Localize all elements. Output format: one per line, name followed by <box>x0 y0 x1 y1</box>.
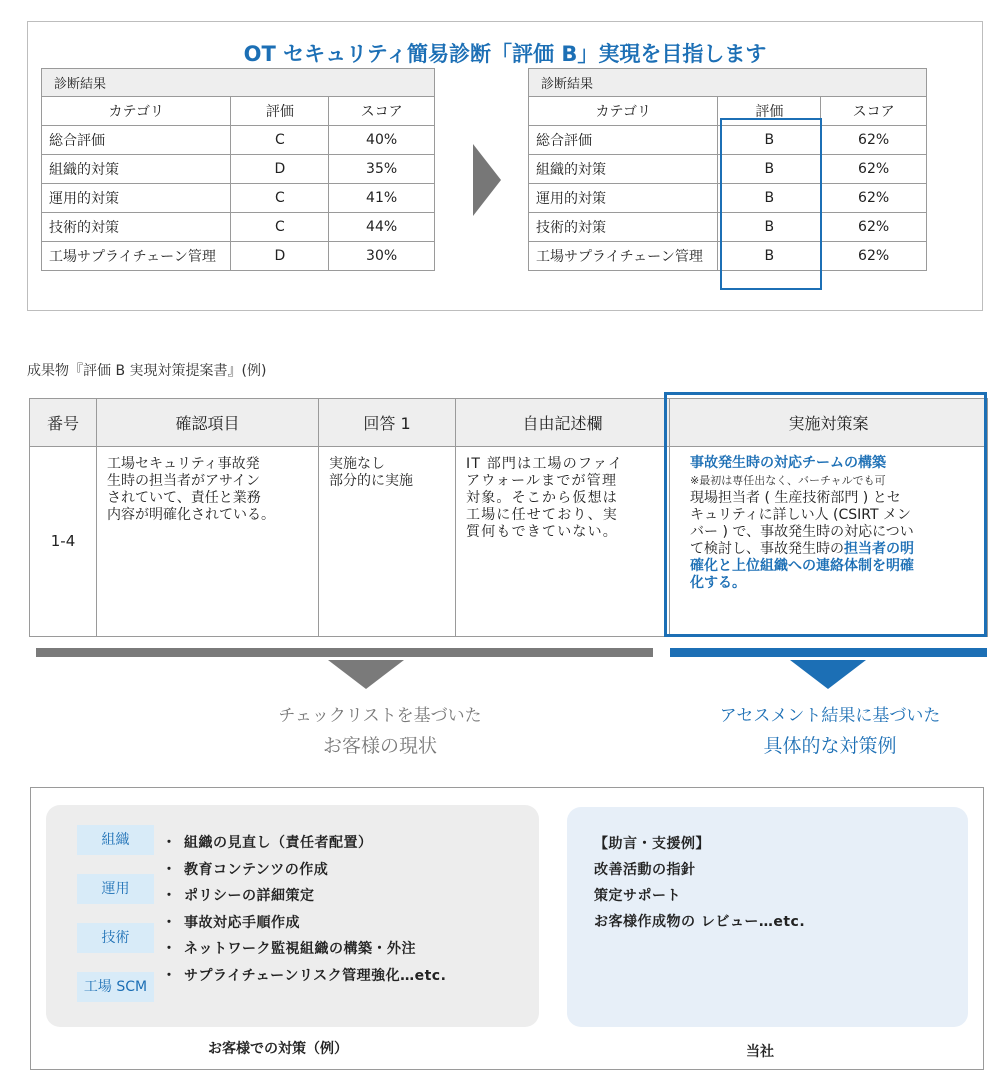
free-text-line: 対象。そこから仮想は <box>466 490 618 506</box>
free-text-cell <box>456 447 670 637</box>
table-row <box>42 155 435 184</box>
list-item-text: ポリシーの詳細策定 <box>184 888 315 904</box>
check-item-line: されていて、責任と業務 <box>107 490 261 506</box>
company-support-line: お客様作成物の レビュー…etc. <box>594 914 806 930</box>
proposal-emphasis-line: 化する。 <box>690 575 746 591</box>
customer-measures-label: お客様での対策（例） <box>208 1041 348 1057</box>
score-cell: 44% <box>329 213 435 242</box>
panel-title: OT セキュリティ簡易診断「評価 B」実現を目指します <box>243 42 767 66</box>
free-text-line: 質何もできていない。 <box>466 524 618 540</box>
header-check-item: 確認項目 <box>97 399 319 447</box>
company-support-line: 【助言・支援例】 <box>594 836 710 852</box>
check-item-line: 生時の担当者がアサイン <box>107 473 261 489</box>
header-category: カテゴリ <box>42 97 231 126</box>
header-score: スコア <box>821 97 927 126</box>
score-cell: 41% <box>329 184 435 213</box>
category-cell: 工場サプライチェーン管理 <box>42 242 231 271</box>
category-cell: 総合評価 <box>42 126 231 155</box>
category-cell: 総合評価 <box>529 126 718 155</box>
company-support-list <box>594 831 805 935</box>
list-item: ・ ポリシーの詳細策定 <box>162 888 315 904</box>
proposal-emphasis-line: 確化と上位組織への連絡体制を明確 <box>690 558 914 574</box>
table-row <box>42 184 435 213</box>
proposal-line: 現場担当者 ( 生産技術部門 ) とセ <box>690 490 901 506</box>
rating-cell: B <box>718 126 821 155</box>
rating-cell: B <box>718 242 821 271</box>
free-text-line: IT 部門は工場のファイ <box>466 456 624 472</box>
proposal-highlight-frame <box>664 392 987 637</box>
answer-line: 実施なし <box>329 456 385 472</box>
current-state-bar <box>36 648 653 657</box>
rating-column-highlight <box>720 118 822 290</box>
tag-factory-scm: 工場 SCM <box>77 972 154 1002</box>
customer-measures-box <box>46 805 539 1027</box>
company-support-line: 改善活動の指針 <box>594 862 696 878</box>
list-item: ・ 事故対応手順作成 <box>162 914 300 931</box>
header-rating: 評価 <box>231 97 329 126</box>
check-item-line: 内容が明確化されている。 <box>107 507 275 523</box>
list-item: ・ ネットワーク監視組織の構築・外注 <box>162 941 416 957</box>
list-item-text: サプライチェーンリスク管理強化…etc. <box>184 967 447 984</box>
check-item-cell <box>97 447 319 637</box>
category-cell: 運用的対策 <box>42 184 231 213</box>
deliverable-title: 成果物『評価 B 実現対策提案書』(例) <box>27 363 267 379</box>
header-category: カテゴリ <box>529 97 718 126</box>
proposal-line: キュリティに詳しい人 (CSIRT メン <box>690 507 912 523</box>
tag-technology: 技術 <box>77 923 154 953</box>
free-text-line: 工場に任せており、実 <box>466 507 618 523</box>
list-item: ・ サプライチェーンリスク管理強化…etc. <box>162 967 447 984</box>
category-cell: 組織的対策 <box>42 155 231 184</box>
rating-cell: B <box>718 213 821 242</box>
rating-cell: C <box>231 184 329 213</box>
category-cell: 工場サプライチェーン管理 <box>529 242 718 271</box>
rating-cell: C <box>231 213 329 242</box>
rating-cell: C <box>231 126 329 155</box>
company-label: 当社 <box>746 1044 774 1060</box>
score-cell: 40% <box>329 126 435 155</box>
score-cell: 35% <box>329 155 435 184</box>
table-row <box>42 213 435 242</box>
list-item: ・ 組織の見直し（責任者配置） <box>162 835 373 851</box>
arrow-right-icon <box>473 144 501 216</box>
score-cell: 62% <box>821 213 927 242</box>
free-text-line: アウォールまでが管理 <box>466 473 618 489</box>
list-item: ・ 教育コンテンツの作成 <box>162 861 329 878</box>
rating-cell: D <box>231 155 329 184</box>
header-number: 番号 <box>30 399 97 447</box>
table-caption: 診断結果 <box>529 69 927 97</box>
answer-cell <box>319 447 456 637</box>
tag-operation: 運用 <box>77 874 154 904</box>
list-item-text: ネットワーク監視組織の構築・外注 <box>184 941 416 957</box>
list-item-text: 事故対応手順作成 <box>184 914 300 931</box>
score-cell: 62% <box>821 184 927 213</box>
measures-bar <box>670 648 987 657</box>
answer-line: 部分的に実施 <box>329 473 413 489</box>
header-rating: 評価 <box>718 97 821 126</box>
tag-organization: 組織 <box>77 825 154 855</box>
rating-cell: B <box>718 155 821 184</box>
customer-measures-list <box>162 830 446 989</box>
category-cell: 組織的対策 <box>529 155 718 184</box>
table-row <box>42 126 435 155</box>
proposal-line: バー ) で、事故発生時の対応につい <box>690 524 914 540</box>
header-score: スコア <box>329 97 435 126</box>
category-cell: 技術的対策 <box>42 213 231 242</box>
down-arrow-gray-icon <box>328 660 404 689</box>
score-cell: 62% <box>821 242 927 271</box>
check-item-line: 工場セキュリティ事故発 <box>107 456 260 472</box>
table-caption: 診断結果 <box>42 69 435 97</box>
down-arrow-blue-icon <box>790 660 866 689</box>
company-support-line: 策定サポート <box>594 888 681 904</box>
proposal-title: 事故発生時の対応チームの構築 <box>690 455 886 471</box>
proposal-text: て検討し、事故発生時の <box>690 541 844 557</box>
category-cell: 運用的対策 <box>529 184 718 213</box>
measures-caption: アセスメント結果に基づいた <box>719 706 941 726</box>
header-proposal: 実施対策案 <box>670 399 988 447</box>
score-cell: 30% <box>329 242 435 271</box>
header-free-text: 自由記述欄 <box>456 399 670 447</box>
measures-caption-main: 具体的な対策例 <box>763 735 897 757</box>
header-answer: 回答 1 <box>319 399 456 447</box>
list-item-text: 組織の見直し（責任者配置） <box>184 835 373 851</box>
rating-cell: B <box>718 184 821 213</box>
proposal-note: ※最初は専任出なく、バーチャルでも可 <box>690 474 886 487</box>
rating-cell: D <box>231 242 329 271</box>
score-cell: 62% <box>821 126 927 155</box>
score-cell: 62% <box>821 155 927 184</box>
proposal-emphasis: 担当者の明 <box>844 541 914 557</box>
list-item-text: 教育コンテンツの作成 <box>184 861 329 878</box>
current-state-caption: チェックリストを基づいた <box>278 706 482 726</box>
category-cell: 技術的対策 <box>529 213 718 242</box>
current-state-caption-main: お客様の現状 <box>322 735 437 757</box>
item-number: 1-4 <box>30 447 97 637</box>
current-diagnosis-table <box>41 68 435 271</box>
table-row <box>42 242 435 271</box>
company-support-box <box>567 807 968 1027</box>
measures-panel <box>30 787 984 1070</box>
